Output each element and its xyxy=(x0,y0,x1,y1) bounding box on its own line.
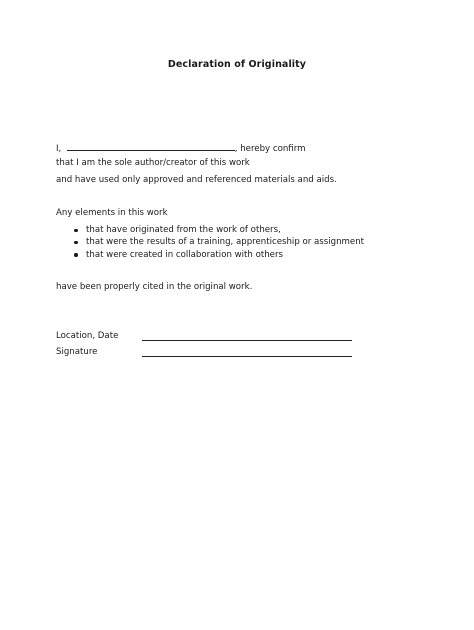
list-item xyxy=(74,249,364,261)
bullet-dot-icon xyxy=(74,229,78,233)
list-item xyxy=(74,224,364,236)
intro-line-2: that I am the sole author/creator of this work xyxy=(56,158,250,168)
location-date-line[interactable] xyxy=(142,340,352,341)
name-blank-line[interactable] xyxy=(67,142,235,151)
intro-suffix: , hereby confirm xyxy=(234,144,306,154)
bullet-text: that were the results of a training, apprenticeship or assignment xyxy=(86,237,365,248)
signature-line[interactable] xyxy=(142,356,352,357)
intro-line-1 xyxy=(56,142,305,154)
bullet-text: that were created in collaboration with others xyxy=(86,249,283,260)
elements-intro: Any elements in this work xyxy=(56,208,168,218)
elements-bullet-list xyxy=(74,224,364,261)
bullet-text: that have originated from the work of others, xyxy=(86,225,281,235)
citation-statement: have been properly cited in the original work. xyxy=(56,282,253,292)
signature-label: Signature xyxy=(56,347,98,357)
location-date-label: Location, Date xyxy=(56,331,119,341)
intro-prefix: I, xyxy=(56,144,62,154)
list-item xyxy=(74,236,364,248)
bullet-dot-icon xyxy=(74,253,78,257)
document-title: Declaration of Originality xyxy=(167,59,307,70)
bullet-dot-icon xyxy=(74,241,78,245)
intro-line-3: and have used only approved and referenced materials and aids. xyxy=(56,175,337,185)
